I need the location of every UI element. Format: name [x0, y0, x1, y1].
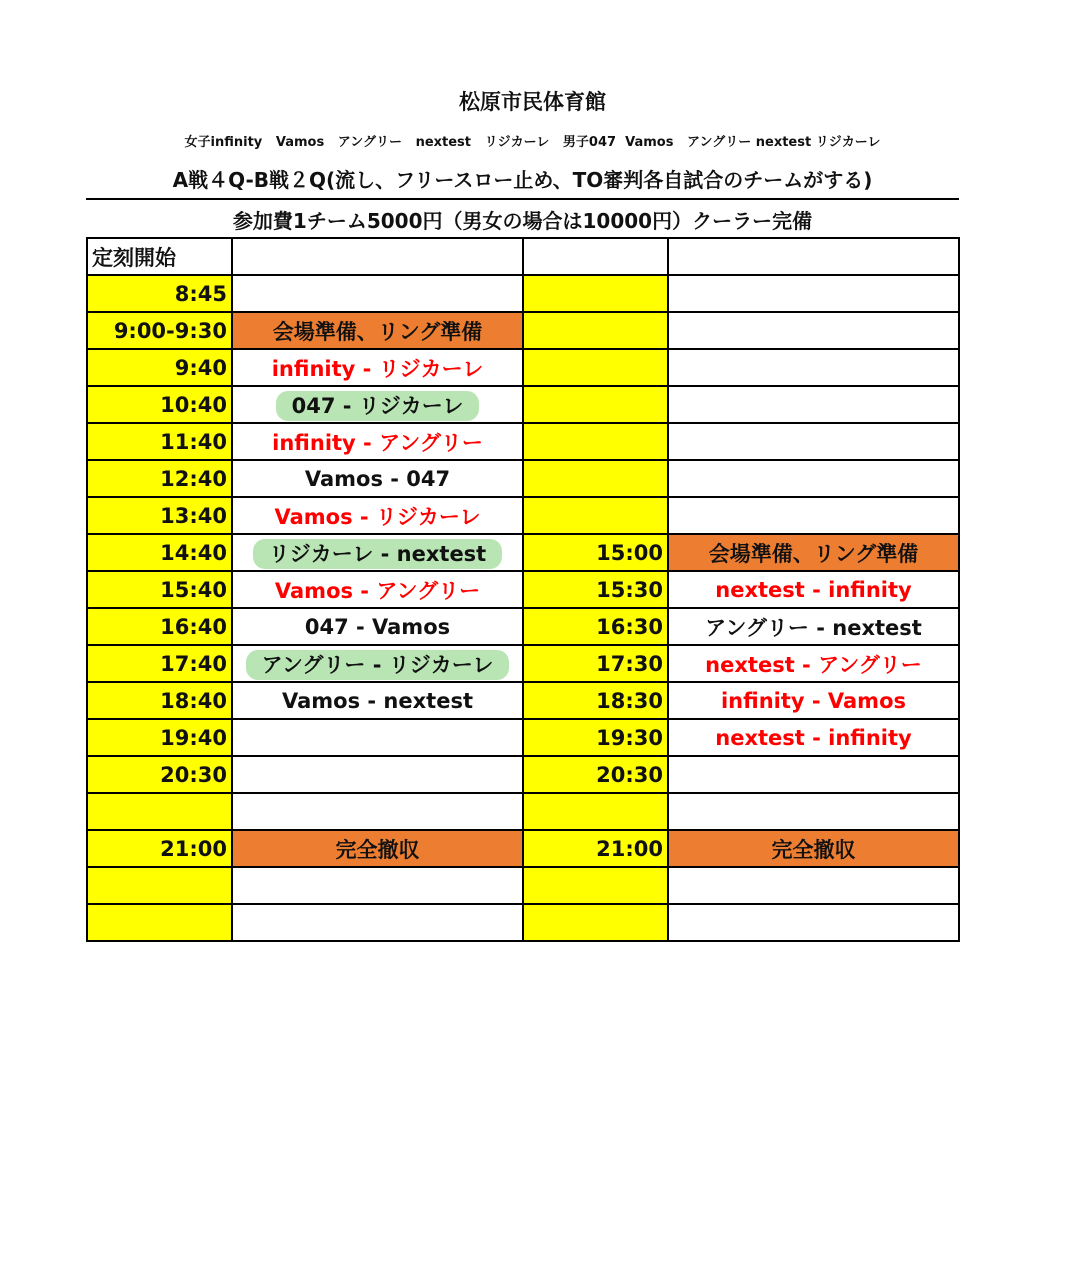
right-time-cell: 15:30 [523, 571, 668, 608]
left-time-cell: 19:40 [87, 719, 232, 756]
right-match-cell [668, 275, 959, 312]
highlighted-match-label: 047 - リジカーレ [276, 391, 480, 421]
table-row [87, 682, 959, 719]
left-time-cell: 9:40 [87, 349, 232, 386]
table-row [87, 756, 959, 793]
left-match-cell [232, 793, 523, 830]
table-row [87, 386, 959, 423]
right-time-cell: 19:30 [523, 719, 668, 756]
left-event-cell: 完全撤収 [232, 830, 523, 867]
table-row [87, 423, 959, 460]
header-cell-empty [668, 238, 959, 275]
header-label-start-time: 定刻開始 [87, 238, 232, 275]
table-row [87, 275, 959, 312]
right-match-cell [668, 423, 959, 460]
right-time-cell: 16:30 [523, 608, 668, 645]
header-cell-empty [523, 238, 668, 275]
highlighted-match-label: アングリー - リジカーレ [246, 650, 510, 680]
left-time-cell [87, 867, 232, 904]
right-match-cell: アングリー - nextest [668, 608, 959, 645]
left-match-cell: Vamos - 047 [232, 460, 523, 497]
right-match-cell [668, 756, 959, 793]
table-header-row [87, 238, 959, 275]
left-match-cell: infinity - リジカーレ [232, 349, 523, 386]
right-event-cell: 完全撤収 [668, 830, 959, 867]
left-time-cell: 10:40 [87, 386, 232, 423]
divider-line [86, 198, 959, 200]
left-time-cell: 21:00 [87, 830, 232, 867]
right-match-cell [668, 793, 959, 830]
right-match-cell [668, 497, 959, 534]
right-time-cell: 17:30 [523, 645, 668, 682]
right-match-cell [668, 904, 959, 941]
right-time-cell [523, 460, 668, 497]
left-time-cell: 14:40 [87, 534, 232, 571]
right-match-cell [668, 386, 959, 423]
right-match-cell [668, 867, 959, 904]
left-match-cell: infinity - アングリー [232, 423, 523, 460]
teams-line: 女子infinity Vamos アングリー nextest リジカーレ 男子047 Vamos アングリー nextest リジカーレ [184, 135, 881, 150]
left-match-cell [232, 904, 523, 941]
right-match-cell: nextest - infinity [668, 719, 959, 756]
left-time-cell: 9:00-9:30 [87, 312, 232, 349]
rules-line: A戦４Q-B戦２Q(流し、フリースロー止め、TO審判各自試合のチームがする) [172, 168, 873, 192]
left-time-cell: 17:40 [87, 645, 232, 682]
right-match-cell: nextest - アングリー [668, 645, 959, 682]
left-time-cell: 15:40 [87, 571, 232, 608]
left-match-cell [232, 867, 523, 904]
left-time-cell [87, 793, 232, 830]
left-match-cell: Vamos - リジカーレ [232, 497, 523, 534]
left-match-cell [232, 756, 523, 793]
right-match-cell: nextest - infinity [668, 571, 959, 608]
schedule-table [86, 237, 960, 942]
left-time-cell [87, 904, 232, 941]
table-row [87, 460, 959, 497]
right-time-cell [523, 497, 668, 534]
left-match-cell: Vamos - nextest [232, 682, 523, 719]
left-match-cell [232, 275, 523, 312]
table-row [87, 719, 959, 756]
right-match-cell [668, 312, 959, 349]
left-time-cell: 12:40 [87, 460, 232, 497]
left-match-cell [232, 534, 523, 571]
right-time-cell [523, 793, 668, 830]
left-time-cell: 20:30 [87, 756, 232, 793]
right-time-cell [523, 275, 668, 312]
table-row [87, 349, 959, 386]
right-time-cell [523, 386, 668, 423]
right-time-cell [523, 867, 668, 904]
venue-title: 松原市民体育館 [459, 90, 606, 114]
left-time-cell: 18:40 [87, 682, 232, 719]
table-row [87, 571, 959, 608]
left-match-cell [232, 719, 523, 756]
right-time-cell [523, 312, 668, 349]
left-time-cell: 16:40 [87, 608, 232, 645]
right-match-cell [668, 460, 959, 497]
right-time-cell [523, 904, 668, 941]
table-row [87, 830, 959, 867]
table-row [87, 497, 959, 534]
right-match-cell: infinity - Vamos [668, 682, 959, 719]
left-time-cell: 13:40 [87, 497, 232, 534]
header-cell-empty [232, 238, 523, 275]
right-event-cell: 会場準備、リング準備 [668, 534, 959, 571]
right-time-cell: 21:00 [523, 830, 668, 867]
table-row [87, 608, 959, 645]
left-time-cell: 11:40 [87, 423, 232, 460]
fee-line: 参加費1チーム5000円（男女の場合は10000円）クーラー完備 [232, 209, 813, 233]
left-match-cell [232, 645, 523, 682]
right-time-cell [523, 423, 668, 460]
left-event-cell: 会場準備、リング準備 [232, 312, 523, 349]
table-row [87, 534, 959, 571]
right-time-cell: 15:00 [523, 534, 668, 571]
table-row [87, 793, 959, 830]
left-match-cell: 047 - Vamos [232, 608, 523, 645]
right-match-cell [668, 349, 959, 386]
right-time-cell: 20:30 [523, 756, 668, 793]
schedule-body [87, 238, 959, 941]
table-row [87, 867, 959, 904]
table-row [87, 904, 959, 941]
right-time-cell [523, 349, 668, 386]
left-match-cell [232, 386, 523, 423]
table-row [87, 312, 959, 349]
right-time-cell: 18:30 [523, 682, 668, 719]
left-match-cell: Vamos - アングリー [232, 571, 523, 608]
table-row [87, 645, 959, 682]
highlighted-match-label: リジカーレ - nextest [253, 539, 502, 569]
left-time-cell: 8:45 [87, 275, 232, 312]
